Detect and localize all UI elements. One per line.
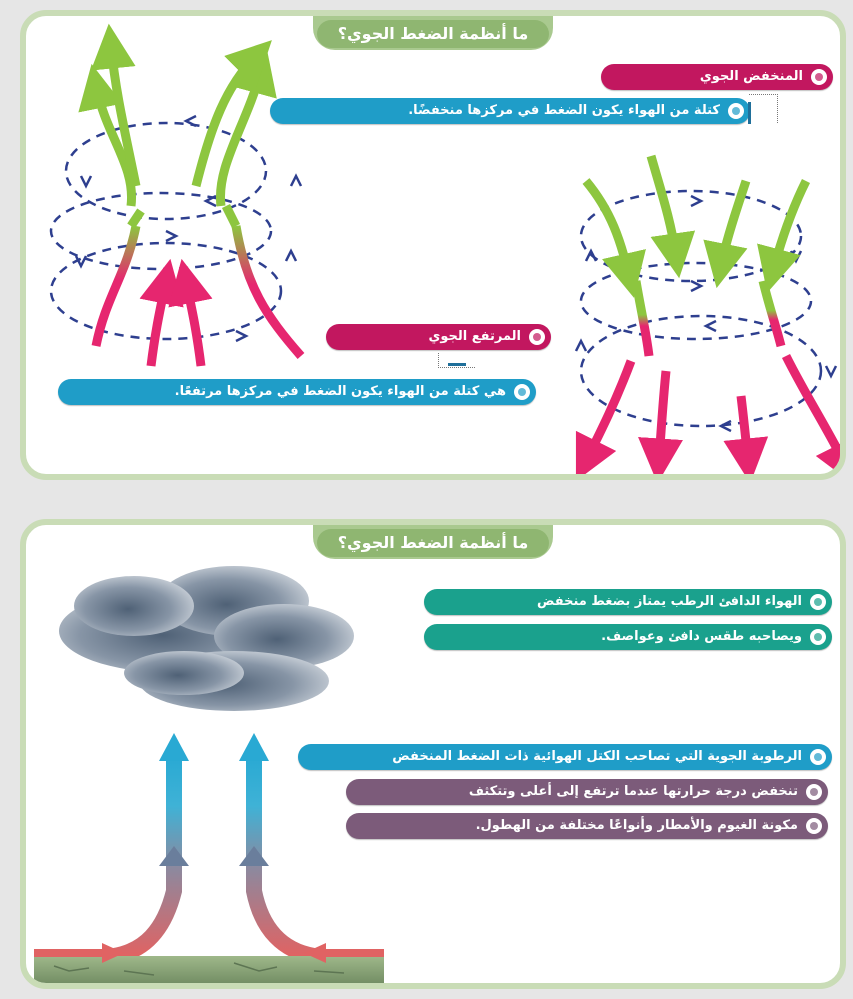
- statement-precipitation: مكونة الغيوم والأمطار وأنواعًا مختلفة من الهطول.: [346, 813, 828, 839]
- bullet-icon: [810, 749, 826, 765]
- panel-pressure-systems-diagram: [20, 10, 846, 480]
- sinking-air-arrow: [636, 281, 649, 356]
- bullet-icon: [810, 594, 826, 610]
- bullet-icon: [529, 329, 545, 345]
- high-pressure-label: المرتفع الجوي: [326, 324, 551, 350]
- low-pressure-diagram: [36, 26, 336, 386]
- bullet-icon: [811, 69, 827, 85]
- sinking-air-arrow: [763, 281, 781, 346]
- cloud-rising-air-illustration: [34, 561, 394, 981]
- statement-humidity: الرطوبة الجوية التي تصاحب الكتل الهوائية ذات الضغط المنخفض: [298, 744, 832, 770]
- sinking-air-arrow: [786, 356, 846, 466]
- low-pressure-definition: كتلة من الهواء يكون الضغط في مركزها منخفضًا.: [270, 98, 750, 124]
- statement-storms: ويصاحبه طقس دافئ وعواصف.: [424, 624, 832, 650]
- ground: [34, 956, 384, 986]
- sinking-air-arrow: [651, 156, 676, 256]
- connector-tick: [448, 363, 466, 366]
- panel-low-pressure-weather: [20, 519, 846, 989]
- bullet-icon: [806, 818, 822, 834]
- statement-cooling: تنخفض درجة حرارتها عندما ترتفع إلى أعلى وتتكثف: [346, 779, 828, 805]
- rising-air-arrow: [114, 756, 174, 956]
- low-pressure-label: المنخفض الجوي: [601, 64, 833, 90]
- connector-line: [749, 94, 778, 123]
- panel-title: ما أنظمة الضغط الجوي؟: [317, 529, 549, 557]
- high-pressure-diagram: [541, 141, 841, 471]
- sinking-air-arrow: [741, 396, 748, 461]
- high-pressure-definition: هي كتلة من الهواء يكون الضغط في مركزها مرتفعًا.: [58, 379, 536, 405]
- sinking-air-arrow: [586, 181, 629, 276]
- rising-air-arrow: [96, 226, 136, 346]
- statement-warm-air: الهواء الدافئ الرطب يمتاز بضغط منخفض: [424, 589, 832, 615]
- bullet-icon: [514, 384, 530, 400]
- rising-air-arrow: [186, 281, 201, 366]
- rising-air-arrow: [151, 281, 166, 366]
- bullet-icon: [728, 103, 744, 119]
- connector-tick: [748, 102, 751, 124]
- bullet-icon: [810, 629, 826, 645]
- rising-air-arrow: [254, 756, 314, 956]
- sinking-air-arrow: [586, 361, 631, 461]
- sinking-air-arrow: [659, 371, 666, 461]
- cloud-icon: [59, 566, 354, 711]
- bullet-icon: [806, 784, 822, 800]
- panel-title: ما أنظمة الضغط الجوي؟: [317, 20, 549, 48]
- high-circulation-lower: [581, 316, 821, 426]
